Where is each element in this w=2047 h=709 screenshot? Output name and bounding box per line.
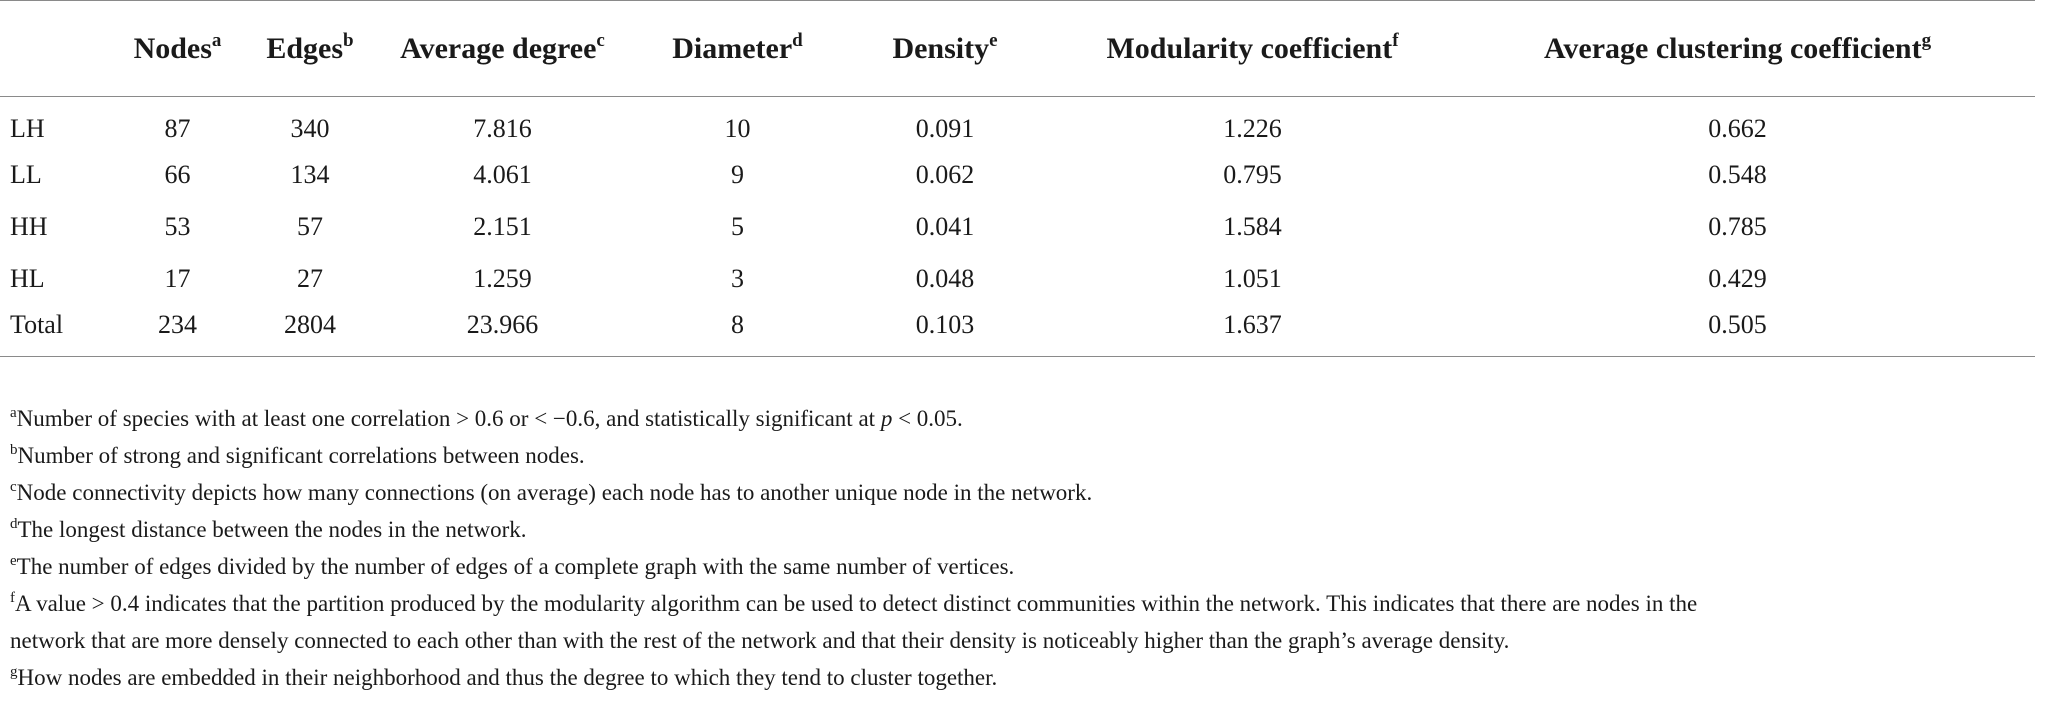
cell-average-degree: 2.151 xyxy=(473,211,532,241)
footnote-g: $^g$How nodes are embedded in their neighborhood and thus the degree to which they tend to cluster together. xyxy=(10,664,998,690)
cell-modularity: 1.637 xyxy=(1065,305,1440,357)
cell-clustering: 0.785 xyxy=(1708,211,1767,241)
table-row xyxy=(0,97,2035,149)
cell-clustering: 0.505 xyxy=(1440,305,2035,357)
cell-modularity: 1.051 xyxy=(1223,263,1282,293)
header-nodes: Nodes$^a$ xyxy=(90,1,265,97)
cell-edges: 2804 xyxy=(265,305,355,357)
header-row-label xyxy=(0,1,90,97)
header-average-clustering-coefficient: Average clustering coefficient$^g$ xyxy=(1440,1,2035,97)
table-row xyxy=(0,305,2035,357)
header-row xyxy=(0,1,2035,97)
cell-edges: 57 xyxy=(297,211,323,241)
cell-density: 0.048 xyxy=(915,263,975,293)
cell-nodes: 234 xyxy=(90,305,265,357)
header-diameter: Diameter$^d$ xyxy=(650,1,825,97)
row-label: Total xyxy=(0,305,90,357)
cell-edges: 27 xyxy=(297,263,323,293)
cell-clustering: 0.429 xyxy=(1708,263,1767,293)
cell-average-degree: 7.816 xyxy=(473,113,532,143)
cell-density: 0.041 xyxy=(915,211,975,241)
header-edges: Edges$^b$ xyxy=(265,1,355,97)
footnote-e: $^e$The number of edges divided by the number of edges of a complete graph with the same number of vertices. xyxy=(10,553,1015,579)
cell-average-degree: 4.061 xyxy=(473,159,532,189)
row-label: LH xyxy=(10,113,45,143)
header-average-degree: Average degree$^c$ xyxy=(355,1,650,97)
cell-diameter: 8 xyxy=(650,305,825,357)
cell-edges: 340 xyxy=(290,113,330,143)
footnote-c: $^c$Node connectivity depicts how many connections (on average) each node has to another unique node in the network. xyxy=(10,479,1093,505)
footnote-f: $^f$A value > 0.4 indicates that the partition produced by the modularity algorithm can be used to detect distinct communities within the network. This indicates that there are nodes in the network that are more densely connected to each other than with the rest of the network and that their density is noticeably higher than the graph’s average density. xyxy=(10,590,1698,653)
table-row xyxy=(0,253,2035,305)
cell-nodes: 66 xyxy=(164,159,191,189)
footnote-d: $^d$The longest distance between the nodes in the network. xyxy=(10,516,527,542)
header-density: Density$^e$ xyxy=(825,1,1065,97)
cell-diameter: 5 xyxy=(731,211,744,241)
cell-nodes: 87 xyxy=(164,113,191,143)
cell-nodes: 53 xyxy=(164,211,191,241)
cell-average-degree: 23.966 xyxy=(355,305,650,357)
footnote-b: $^b$Number of strong and significant correlations between nodes. xyxy=(10,442,585,468)
cell-edges: 134 xyxy=(290,159,330,189)
cell-modularity: 1.584 xyxy=(1223,211,1282,241)
cell-diameter: 9 xyxy=(731,159,744,189)
footnote-a: $^a$Number of species with at least one correlation > 0.6 or < −0.6, and statistically significant at p < 0.05. xyxy=(10,405,963,431)
cell-nodes: 17 xyxy=(164,263,191,293)
cell-clustering: 0.662 xyxy=(1708,113,1767,143)
cell-diameter: 3 xyxy=(731,263,744,293)
table-row xyxy=(0,149,2035,201)
cell-modularity: 1.226 xyxy=(1223,113,1282,143)
cell-density: 0.091 xyxy=(915,113,975,143)
cell-density: 0.103 xyxy=(825,305,1065,357)
header-modularity-coefficient: Modularity coefficient$^f$ xyxy=(1065,1,1440,97)
table-footnotes xyxy=(10,400,2038,696)
cell-clustering: 0.548 xyxy=(1708,159,1767,189)
cell-average-degree: 1.259 xyxy=(473,263,532,293)
cell-density: 0.062 xyxy=(915,159,975,189)
row-label: HH xyxy=(10,211,48,241)
cell-diameter: 10 xyxy=(724,113,751,143)
row-label: HL xyxy=(10,263,45,293)
table-row xyxy=(0,201,2035,253)
row-label: LL xyxy=(10,159,42,189)
cell-modularity: 0.795 xyxy=(1223,159,1282,189)
